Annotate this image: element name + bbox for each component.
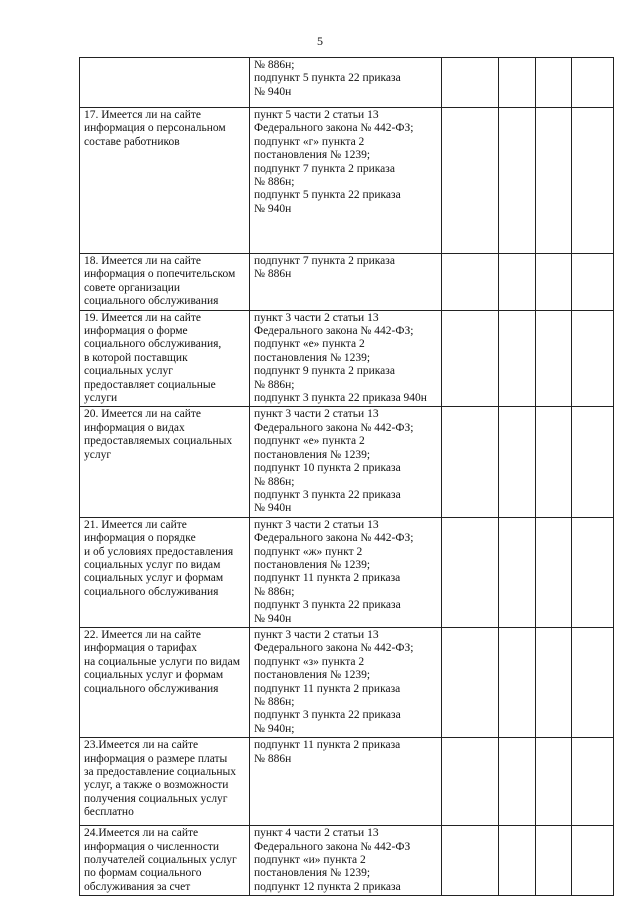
table-row [80, 254, 614, 311]
answer-cell [572, 58, 614, 108]
table-row [80, 627, 614, 737]
answer-cell [536, 310, 572, 407]
answer-cell [536, 627, 572, 737]
legal-basis-cell: № 886н; подпункт 5 пункта 22 приказа № 940н [250, 58, 442, 108]
page-number: 5 [317, 34, 323, 48]
answer-cell [499, 627, 536, 737]
answer-cell [572, 254, 614, 311]
answer-cell [499, 826, 536, 896]
legal-basis-cell: подпункт 11 пункта 2 приказа № 886н [250, 738, 442, 826]
table-row [80, 407, 614, 517]
question-cell: 22. Имеется ли на сайте информация о тарифах на социальные услуги по видам социальных услуг и формам социального обслуживания [80, 627, 250, 737]
answer-cell [499, 310, 536, 407]
legal-basis-cell: подпункт 7 пункта 2 приказа № 886н [250, 254, 442, 311]
question-cell: 20. Имеется ли на сайте информация о видах предоставляемых социальных услуг [80, 407, 250, 517]
table-row [80, 738, 614, 826]
legal-basis-cell: пункт 3 части 2 статьи 13 Федерального закона № 442-ФЗ; подпункт «ж» пункт 2 постановления № 1239; подпункт 11 пункта 2 приказа № 886н; подпункт 3 пункта 22 приказа № 940н [250, 517, 442, 627]
answer-cell [536, 254, 572, 311]
answer-cell [442, 108, 499, 254]
answer-cell [442, 58, 499, 108]
answer-cell [572, 627, 614, 737]
question-cell: 19. Имеется ли на сайте информация о форме социального обслуживания, в которой поставщик социальных услуг предоставляет социальные услуги [80, 310, 250, 407]
answer-cell [442, 407, 499, 517]
answer-cell [442, 517, 499, 627]
answer-cell [499, 254, 536, 311]
answer-cell [572, 310, 614, 407]
legal-basis-cell: пункт 5 части 2 статьи 13 Федерального закона № 442-ФЗ; подпункт «г» пункта 2 постановления № 1239; подпункт 7 пункта 2 приказа № 886н; подпункт 5 пункта 22 приказа № 940н [250, 108, 442, 254]
question-cell: 18. Имеется ли на сайте информация о попечительском совете организации социального обслуживания [80, 254, 250, 311]
answer-cell [536, 108, 572, 254]
legal-basis-cell: пункт 3 части 2 статьи 13 Федерального закона № 442-ФЗ; подпункт «е» пункта 2 постановления № 1239; подпункт 10 пункта 2 приказа № 886н; подпункт 3 пункта 22 приказа № 940н [250, 407, 442, 517]
answer-cell [442, 310, 499, 407]
answer-cell [572, 826, 614, 896]
answer-cell [572, 517, 614, 627]
table-row [80, 58, 614, 108]
answer-cell [536, 826, 572, 896]
question-cell: 17. Имеется ли на сайте информация о персональном составе работников [80, 108, 250, 254]
answer-cell [572, 738, 614, 826]
answer-cell [499, 738, 536, 826]
answer-cell [442, 254, 499, 311]
legal-basis-cell: пункт 3 части 2 статьи 13 Федерального закона № 442-ФЗ; подпункт «з» пункта 2 постановления № 1239; подпункт 11 пункта 2 приказа № 886н; подпункт 3 пункта 22 приказа № 940н; [250, 627, 442, 737]
answer-cell [499, 517, 536, 627]
question-cell: 23.Имеется ли на сайте информация о размере платы за предоставление социальных услуг, а также о возможности получения социальных услуг бесплатно [80, 738, 250, 826]
answer-cell [572, 108, 614, 254]
table-row [80, 517, 614, 627]
answer-cell [499, 407, 536, 517]
answer-cell [536, 58, 572, 108]
answer-cell [442, 826, 499, 896]
legal-basis-cell: пункт 3 части 2 статьи 13 Федерального закона № 442-ФЗ; подпункт «е» пункта 2 постановления № 1239; подпункт 9 пункта 2 приказа № 886н; подпункт 3 пункта 22 приказа 940н [250, 310, 442, 407]
table-row [80, 826, 614, 896]
answer-cell [442, 627, 499, 737]
legal-basis-cell: пункт 4 части 2 статьи 13 Федерального закона № 442-ФЗ подпункт «и» пункта 2 постановления № 1239; подпункт 12 пункта 2 приказа [250, 826, 442, 896]
answer-cell [499, 58, 536, 108]
question-cell [80, 58, 250, 108]
answer-cell [536, 407, 572, 517]
checklist-table [79, 57, 614, 896]
question-cell: 24.Имеется ли на сайте информация о численности получателей социальных услуг по формам социального обслуживания за счет [80, 826, 250, 896]
answer-cell [572, 407, 614, 517]
table-row [80, 108, 614, 254]
answer-cell [442, 738, 499, 826]
answer-cell [499, 108, 536, 254]
question-cell: 21. Имеется ли сайте информация о порядке и об условиях предоставления социальных услуг по видам социальных услуг и формам социального обслуживания [80, 517, 250, 627]
answer-cell [536, 517, 572, 627]
table-row [80, 310, 614, 407]
answer-cell [536, 738, 572, 826]
